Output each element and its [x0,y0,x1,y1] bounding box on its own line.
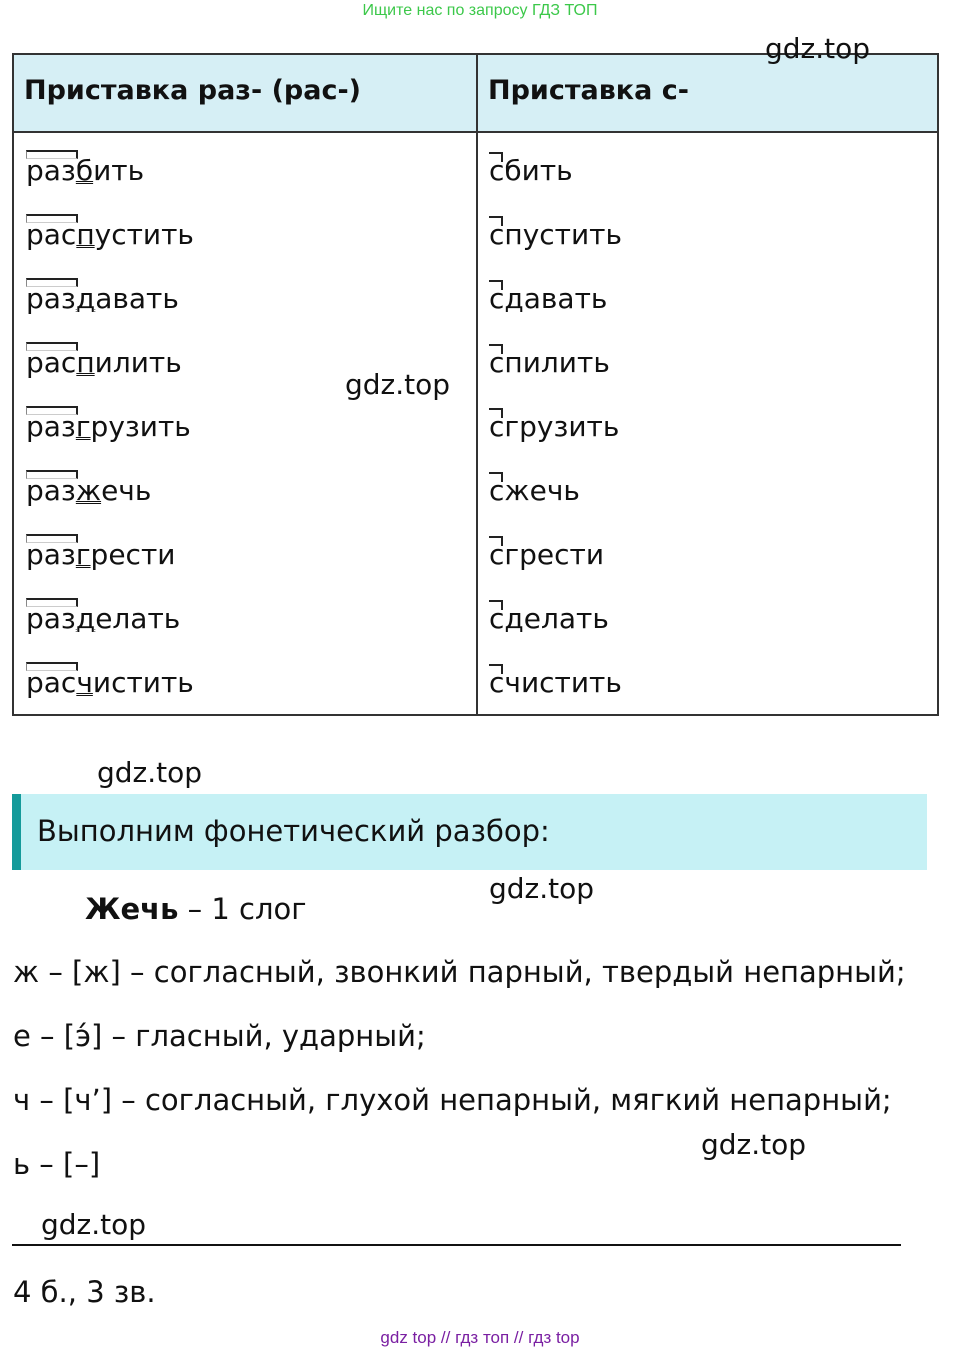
header-prefix-s: Приставка с- [488,75,689,106]
prefix-table [12,53,939,716]
top-banner: Ищите нас по запросу ГДЗ ТОП [362,2,598,19]
list-item: разгрузить [26,410,191,443]
list-item: сжечь [489,474,580,507]
list-item: сбить [489,154,573,187]
analyzed-word: Жечь [85,892,179,926]
list-item: сдавать [489,282,608,315]
list-item: разбить [26,154,145,187]
phonetic-line: е – [э́] – гласный, ударный; [13,1019,426,1053]
header-prefix-raz: Приставка раз- (рас-) [24,75,362,106]
watermark: gdz.top [345,368,451,401]
phonetic-line: ч – [ч’] – согласный, глухой непарный, мягкий непарный; [13,1083,892,1117]
summary: 4 б., 3 зв. [13,1275,156,1309]
list-item: разгрести [26,538,176,571]
list-item: сделать [489,602,609,635]
watermark: gdz.top [41,1208,147,1241]
watermark: gdz.top [701,1128,807,1161]
watermark: gdz.top [97,756,203,789]
syllable-line [85,892,307,926]
list-item: сгрузить [489,410,620,443]
right-column [489,151,622,727]
left-column [26,151,194,727]
list-item: спилить [489,346,610,379]
list-item: разделать [26,602,181,635]
list-item: распилить [26,346,182,379]
watermark: gdz.top [489,872,595,905]
list-item: расчистить [26,666,194,699]
column-divider [476,55,478,714]
divider [12,1244,901,1246]
section-heading [12,794,927,870]
list-item: распустить [26,218,194,251]
list-item: разжечь [26,474,152,507]
list-item: раздавать [26,282,179,315]
list-item: счистить [489,666,622,699]
section-heading-text: Выполним фонетический разбор: [37,814,550,848]
phonetic-line: ж – [ж] – согласный, звонкий парный, твердый непарный; [13,955,906,989]
syllable-count: – 1 слог [178,892,307,926]
list-item: сгрести [489,538,605,571]
bottom-banner: gdz top // гдз топ // гдз top [380,1328,580,1347]
phonetic-line: ь – [–] [13,1147,101,1181]
watermark: gdz.top [765,32,871,65]
list-item: спустить [489,218,622,251]
